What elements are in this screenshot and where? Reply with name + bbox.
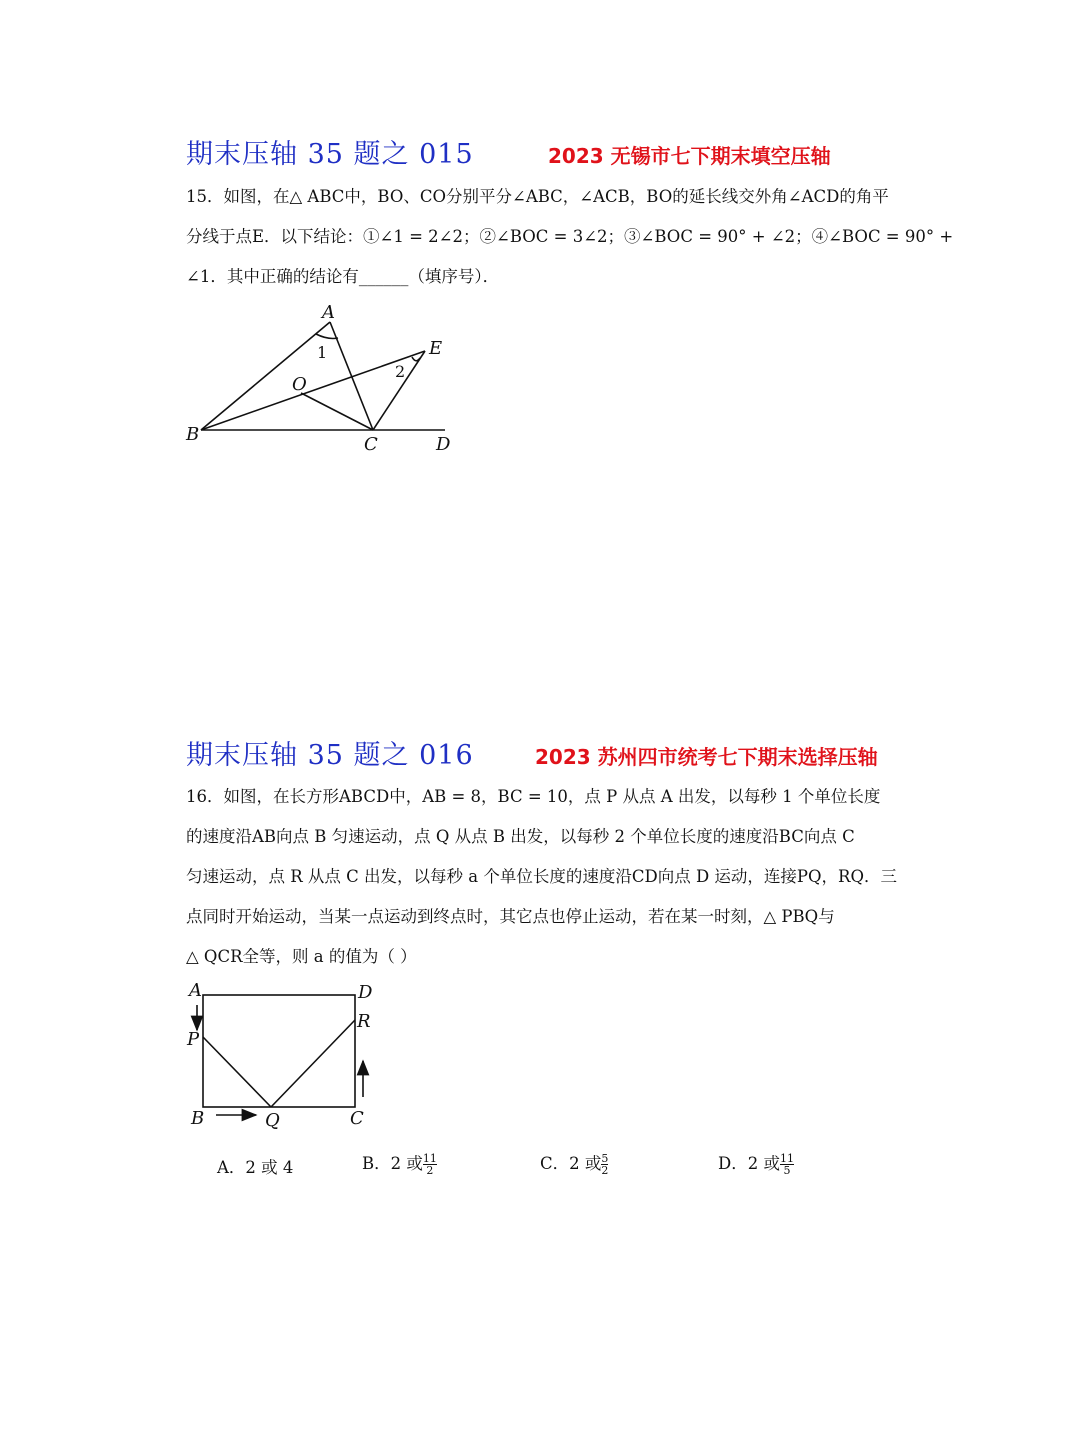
label-angle-2: 2 bbox=[395, 362, 406, 381]
option-b bbox=[362, 1150, 437, 1176]
rectangle-abcd bbox=[203, 995, 355, 1107]
label-c: C bbox=[364, 434, 378, 455]
option-b-fraction bbox=[423, 1153, 437, 1176]
option-c-text: C．2 或 bbox=[540, 1154, 602, 1173]
problem-15-header: 期末压轴 35 题之 015 bbox=[186, 139, 474, 170]
problem-16-line-2: 的速度沿AB向点 B 匀速运动，点 Q 从点 B 出发，以每秒 2 个单位长度的速度沿BC向点 C bbox=[186, 827, 855, 846]
option-c-fraction bbox=[601, 1153, 608, 1176]
option-c-numerator: 5 bbox=[601, 1152, 609, 1165]
option-a bbox=[217, 1154, 293, 1178]
problem-15-figure bbox=[180, 300, 470, 460]
label-p: P bbox=[187, 1029, 200, 1050]
label-d: D bbox=[436, 434, 451, 455]
problem-16-line-3: 匀速运动，点 R 从点 C 出发，以每秒 a 个单位长度的速度沿CD向点 D 运动，连接PQ，RQ．三 bbox=[186, 867, 898, 886]
option-c bbox=[540, 1150, 608, 1176]
option-b-denominator: 2 bbox=[423, 1164, 437, 1176]
problem-15-line-3: ∠1．其中正确的结论有______（填序号）． bbox=[186, 267, 500, 286]
problem-16-line-1: 16．如图，在长方形ABCD中，AB = 8，BC = 10，点 P 从点 A 出发，以每秒 1 个单位长度 bbox=[186, 787, 881, 806]
label-q: Q bbox=[265, 1110, 280, 1131]
label-b: B bbox=[186, 424, 200, 445]
label-angle-1: 1 bbox=[317, 343, 328, 362]
label-a: A bbox=[322, 302, 335, 323]
line-ba bbox=[201, 322, 330, 430]
option-d bbox=[718, 1150, 794, 1176]
label-c: C bbox=[350, 1108, 364, 1129]
label-b: B bbox=[191, 1108, 205, 1129]
option-d-numerator: 11 bbox=[779, 1152, 794, 1165]
label-a: A bbox=[189, 980, 202, 1001]
label-d: D bbox=[358, 982, 373, 1003]
problem-16-header: 期末压轴 35 题之 016 bbox=[186, 740, 474, 771]
problem-15-source: 2023 无锡市七下期末填空压轴 bbox=[548, 144, 831, 168]
option-b-numerator: 11 bbox=[422, 1152, 437, 1165]
option-a-text: A．2 或 4 bbox=[217, 1158, 294, 1177]
problem-15-line-1: 15．如图，在△ ABC中，BO、CO分别平分∠ABC，∠ACB，BO的延长线交外角∠ACD的角平 bbox=[186, 187, 889, 206]
option-d-text: D．2 或 bbox=[718, 1154, 780, 1173]
problem-15-line-2: 分线于点E．以下结论：①∠1 = 2∠2；②∠BOC = 3∠2；③∠BOC = 90° + ∠2；④∠BOC = 90° + bbox=[186, 227, 954, 246]
option-d-fraction bbox=[780, 1153, 794, 1176]
problem-16-line-5: △ QCR全等，则 a 的值为（ ） bbox=[186, 947, 417, 966]
problem-16-figure bbox=[180, 975, 390, 1135]
line-pq bbox=[203, 1037, 271, 1107]
option-d-denominator: 5 bbox=[780, 1164, 794, 1176]
angle-2-arc bbox=[412, 357, 420, 361]
line-oc bbox=[301, 393, 373, 430]
option-c-denominator: 2 bbox=[601, 1164, 609, 1177]
problem-16-line-4: 点同时开始运动，当某一点运动到终点时，其它点也停止运动，若在某一时刻，△ PBQ与 bbox=[186, 907, 835, 926]
problem-16-source: 2023 苏州四市统考七下期末选择压轴 bbox=[535, 745, 878, 769]
option-b-text: B．2 或 bbox=[362, 1154, 423, 1173]
label-e: E bbox=[429, 338, 443, 359]
line-qr bbox=[271, 1020, 355, 1107]
label-o: O bbox=[292, 374, 307, 395]
label-r: R bbox=[357, 1011, 371, 1032]
line-be bbox=[201, 351, 425, 430]
